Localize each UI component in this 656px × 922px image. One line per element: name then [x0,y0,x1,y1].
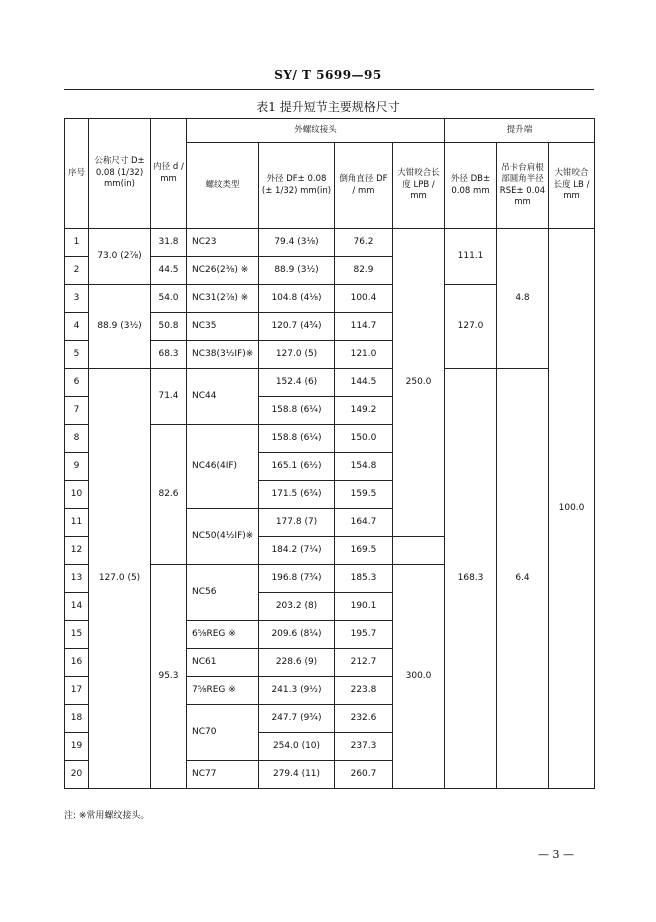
cell-index: 1 [65,229,89,257]
cell-thread: NC50(4½IF)※ [187,509,259,565]
cell-chamfer: 121.0 [335,341,393,369]
header-pin-joint: 外螺纹接头 [187,119,445,143]
cell-thread: NC38(3½IF)※ [187,341,259,369]
cell-od: 120.7 (4¾) [259,313,335,341]
cell-lift-od: 111.1 [445,229,497,285]
header-tong-length: 大钳咬合长度 LPB / mm [393,143,445,229]
cell-index: 9 [65,453,89,481]
cell-od: 158.8 (6¼) [259,397,335,425]
cell-od: 247.7 (9¾) [259,705,335,733]
cell-od: 184.2 (7¼) [259,537,335,565]
cell-index: 7 [65,397,89,425]
cell-index: 17 [65,677,89,705]
cell-od: 196.8 (7¾) [259,565,335,593]
cell-chamfer: 164.7 [335,509,393,537]
cell-index: 20 [65,761,89,789]
cell-chamfer: 237.3 [335,733,393,761]
cell-index: 16 [65,649,89,677]
cell-od: 241.3 (9½) [259,677,335,705]
cell-od: 152.4 (6) [259,369,335,397]
table-row [65,229,595,257]
cell-chamfer: 260.7 [335,761,393,789]
cell-index: 18 [65,705,89,733]
cell-thread: NC35 [187,313,259,341]
cell-index: 8 [65,425,89,453]
cell-thread: NC44 [187,369,259,425]
cell-tong: 250.0 [393,229,445,537]
header-bore: 内径 d / mm [151,119,187,229]
header-index: 序号 [65,119,89,229]
cell-od: 127.0 (5) [259,341,335,369]
cell-bore: 71.4 [151,369,187,425]
header-nominal-size: 公称尺寸 D± 0.08 (1/32) mm(in) [89,119,151,229]
header-thread-type: 螺纹类型 [187,143,259,229]
cell-index: 5 [65,341,89,369]
cell-chamfer: 195.7 [335,621,393,649]
cell-thread: NC23 [187,229,259,257]
header-chamfer-diameter: 倒角直径 DF / mm [335,143,393,229]
cell-thread: NC77 [187,761,259,789]
cell-chamfer: 154.8 [335,453,393,481]
cell-bore: 82.6 [151,425,187,565]
cell-chamfer: 159.5 [335,481,393,509]
cell-index: 10 [65,481,89,509]
table-title: 表1 提升短节主要规格尺寸 [256,100,400,114]
cell-chamfer: 82.9 [335,257,393,285]
cell-chamfer: 169.5 [335,537,393,565]
cell-index: 3 [65,285,89,313]
cell-lift-od: 127.0 [445,285,497,369]
cell-lift-tong: 100.0 [549,229,595,789]
cell-chamfer: 185.3 [335,565,393,593]
cell-od: 228.6 (9) [259,649,335,677]
cell-od: 203.2 (8) [259,593,335,621]
cell-od: 165.1 (6½) [259,453,335,481]
cell-chamfer: 149.2 [335,397,393,425]
cell-bore: 95.3 [151,565,187,789]
cell-od: 79.4 (3⅛) [259,229,335,257]
cell-od: 171.5 (6¾) [259,481,335,509]
cell-chamfer: 223.8 [335,677,393,705]
cell-bore: 50.8 [151,313,187,341]
cell-thread: NC31(2⅞) ※ [187,285,259,313]
cell-chamfer: 114.7 [335,313,393,341]
cell-thread: 6⅝REG ※ [187,621,259,649]
table-footnote: 注: ※常用螺纹接头。 [64,811,150,821]
cell-thread: NC70 [187,705,259,761]
header-row-1 [65,119,595,143]
table-row [65,369,595,397]
cell-index: 6 [65,369,89,397]
cell-od: 177.8 (7) [259,509,335,537]
cell-chamfer: 144.5 [335,369,393,397]
cell-chamfer: 232.6 [335,705,393,733]
cell-lift-od: 168.3 [445,369,497,789]
cell-index: 4 [65,313,89,341]
cell-nominal: 73.0 (2⅞) [89,229,151,285]
spec-table [64,118,595,789]
cell-thread: NC46(4IF) [187,425,259,509]
cell-od: 88.9 (3½) [259,257,335,285]
cell-index: 19 [65,733,89,761]
cell-index: 14 [65,593,89,621]
cell-thread: NC61 [187,649,259,677]
cell-radius: 6.4 [497,369,549,789]
cell-index: 12 [65,537,89,565]
cell-od: 104.8 (4⅛) [259,285,335,313]
cell-thread: NC26(2⅜) ※ [187,257,259,285]
cell-nominal: 88.9 (3½) [89,285,151,369]
cell-chamfer: 190.1 [335,593,393,621]
cell-bore: 54.0 [151,285,187,313]
cell-tong: 300.0 [393,565,445,789]
cell-bore: 31.8 [151,229,187,257]
cell-bore: 68.3 [151,341,187,369]
cell-index: 15 [65,621,89,649]
header-outer-diameter: 外径 DF± 0.08 (± 1/32) mm(in) [259,143,335,229]
cell-thread: NC56 [187,565,259,621]
cell-index: 13 [65,565,89,593]
cell-od: 279.4 (11) [259,761,335,789]
header-fillet-radius: 吊卡台肩根部圆角半径 RSE± 0.04 mm [497,143,549,229]
header-lift-outer-diameter: 外径 DB± 0.08 mm [445,143,497,229]
cell-chamfer: 212.7 [335,649,393,677]
cell-nominal: 127.0 (5) [89,369,151,789]
cell-chamfer: 76.2 [335,229,393,257]
header-lift-tong-length: 大钳咬合长度 LB / mm [549,143,595,229]
header-rule [64,89,594,90]
cell-od: 209.6 (8¼) [259,621,335,649]
cell-od: 158.8 (6¼) [259,425,335,453]
cell-chamfer: 150.0 [335,425,393,453]
header-lift-end: 提升端 [445,119,595,143]
cell-index: 11 [65,509,89,537]
cell-thread: 7⅝REG ※ [187,677,259,705]
standard-number: SY/ T 5699—95 [274,68,382,82]
cell-radius: 4.8 [497,229,549,369]
page-number: — 3 — [538,848,574,861]
cell-od: 254.0 (10) [259,733,335,761]
cell-index: 2 [65,257,89,285]
cell-chamfer: 100.4 [335,285,393,313]
cell-bore: 44.5 [151,257,187,285]
